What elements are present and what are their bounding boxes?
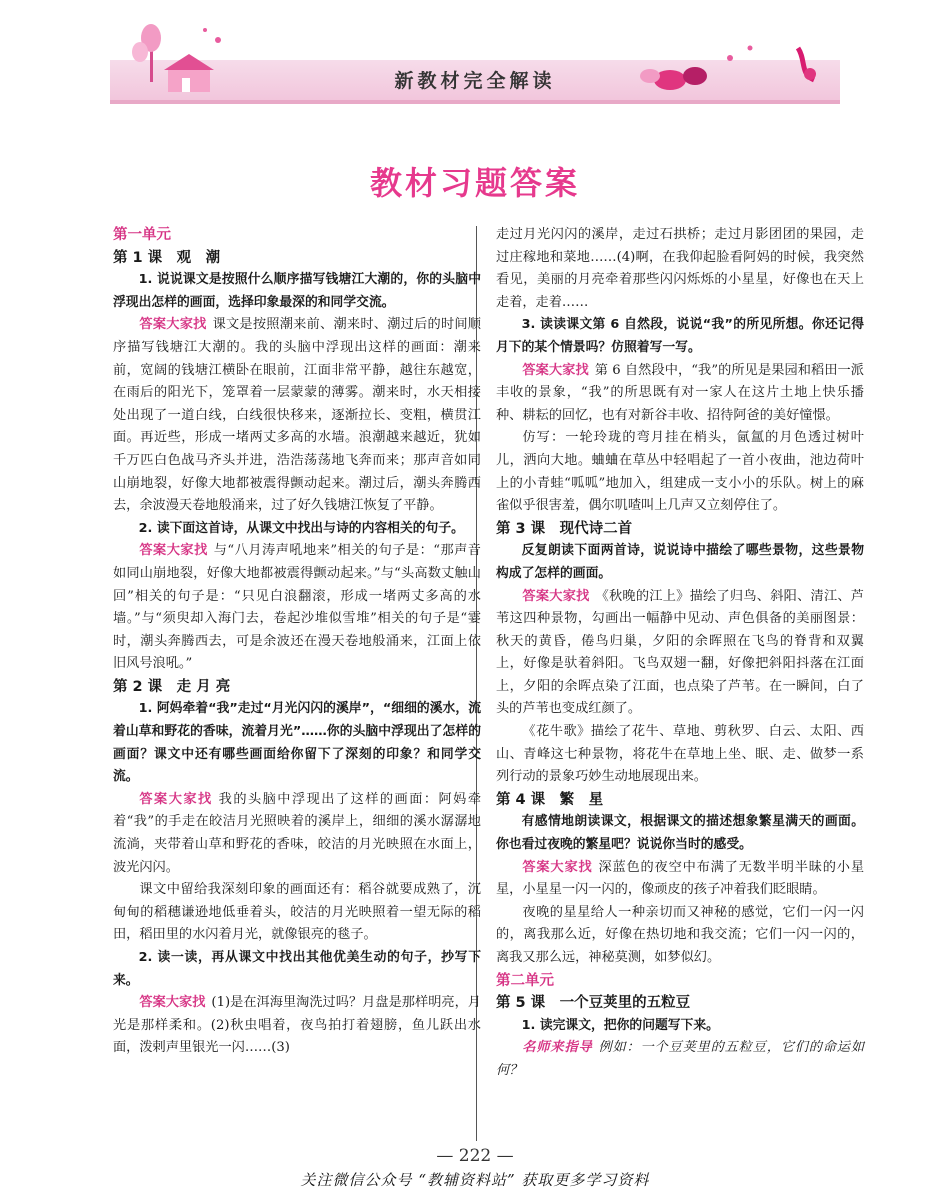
question: 1. 说说课文是按照什么顺序描写钱塘江大潮的，你的头脑中浮现出怎样的画面，选择印象最深的和同学交流。 (113, 272, 481, 310)
answer-label: 答案大家找 (139, 995, 206, 1011)
lesson-heading: 第 5 课 一个豆荚里的五粒豆 (496, 995, 691, 1012)
answer-text: 我的头脑中浮现出了这样的画面：阿妈牵着“我”的手走在皎洁月光照映着的溪岸上，细细的溪水潺潺地流淌，夹带着山草和野花的香味，皎洁的月光映照在水面上，波光闪闪。 (113, 791, 482, 875)
footer-note: 关注微信公众号 “教辅资料站” 获取更多学习资料 (300, 1171, 650, 1189)
unit-heading: 第二单元 (496, 972, 554, 989)
answer-text: 深蓝色的夜空中布满了无数半明半昧的小星星，小星星一闪一闪的，像顽皮的孩子冲着我们眨眼睛。 (496, 859, 865, 898)
right-column (496, 224, 864, 1083)
answer-continued: 走过月光闪闪的溪岸，走过石拱桥；走过月影团团的果园，走过庄稼地和菜地……(4)啊，在我仰起脸看阿妈的时候，我突然看见，美丽的月亮牵着那些闪闪烁烁的小星星，好像也在天上走着，走着…… (496, 227, 864, 310)
answer (113, 992, 481, 1060)
answer-label: 名师来指导 (522, 1040, 593, 1056)
answer-label: 答案大家找 (139, 543, 208, 559)
answer-text: 课文是按照潮来前、潮来时、潮过后的时间顺序描写钱塘江大潮的。我的头脑中浮现出这样的画面：潮来前，宽阔的钱塘江横卧在眼前，江面非常平静，越往东越宽，在雨后的阳光下，笼罩着一层蒙蒙的薄雾。潮来时，水天相接处出现了一道白线，白线很快移来，逐渐拉长、变粗，横贯江面。再近些，形成一堵两丈多高的水墙。浪潮越来越近，犹如千万匹白色战马齐头并进，浩浩荡荡地飞奔而来；那声音如同山崩地裂，好像大地都被震得颤动起来。潮过后，潮头奔腾西去，余波漫天卷地般涌来，过了好久钱塘江恢复了平静。 (113, 317, 481, 514)
lesson-heading: 第 1 课 观 潮 (113, 249, 221, 266)
answer (496, 1037, 864, 1082)
question: 1. 阿妈牵着“我”走过“月光闪闪的溪岸”，“细细的溪水，流着山草和野花的香味，流着月光”……你的头脑中浮现出了怎样的画面？课文中还有哪些画面给你留下了深刻的印象？和同学交流。 (113, 701, 481, 785)
answer-text: 《秋晚的江上》描绘了归鸟、斜阳、清江、芦苇这四种景物，勾画出一幅静中见动、声色俱备的美丽图景：秋天的黄昏，倦鸟归巢，夕阳的余晖照在飞鸟的脊背和双翼上，好像是驮着斜阳。飞鸟双翅一翻，好像把斜阳抖落在江面上，夕阳的余晖点染了江面，也点染了芦苇。在一瞬间，白了头的芦苇也变成红颜了。 (496, 588, 864, 717)
answer-label: 答案大家找 (522, 362, 589, 378)
answer-text: (1)是在洱海里淘洗过吗？月盘是那样明亮，月光是那样柔和。(2)秋虫唱着，夜鸟拍打着翅膀，鱼儿跃出水面，泼剌声里银光一闪……(3) (113, 995, 481, 1056)
answer-label: 答案大家找 (139, 791, 213, 807)
unit-heading: 第一单元 (113, 227, 171, 243)
answer-paragraph: 夜晚的星星给人一种亲切而又神秘的感觉，它们一闪一闪的，离我那么近，好像在热切地和我交流；它们一闪一闪的，离我又那么远，神秘莫测，如梦似幻。 (496, 904, 864, 965)
answer (113, 314, 481, 517)
answer-label: 答案大家找 (139, 317, 207, 333)
answer (496, 857, 864, 902)
question: 有感情地朗读课文，根据课文的描述想象繁星满天的画面。你也看过夜晚的繁星吧？说说你当时的感受。 (496, 814, 864, 853)
answer-label: 答案大家找 (522, 588, 590, 604)
answer (113, 540, 481, 676)
answer (496, 360, 864, 428)
question: 2. 读下面这首诗，从课文中找出与诗的内容相关的句子。 (138, 520, 464, 536)
question: 1. 读完课文，把你的问题写下来。 (521, 1017, 719, 1033)
page-title: 教材习题答案 (369, 164, 580, 202)
lesson-heading: 第 3 课 现代诗二首 (496, 520, 633, 537)
question: 2. 读一读，再从课文中找出其他优美生动的句子，抄写下来。 (113, 950, 481, 988)
question: 3. 读读课文第 6 自然段，说说“我”的所见所想。你还记得月下的某个情景吗？仿照着写一写。 (496, 317, 864, 355)
header-title: 新教材完全解读 (394, 70, 556, 92)
answer-text: 例如：一个豆荚里的五粒豆，它们的命运如何？ (496, 1040, 865, 1078)
page-number: — 222 — (436, 1146, 514, 1166)
answer-text: 第 6 自然段中，“我”的所见是果园和稻田一派丰收的景象，“我”的所思既有对一家人在这片土地上快乐播种、耕耘的回忆，也有对新谷丰收、招待阿爸的美好憧憬。 (496, 362, 864, 423)
lesson-heading: 第 4 课 繁 星 (496, 791, 604, 808)
answer (113, 789, 481, 879)
answer-paragraph: 仿写：一轮玲珑的弯月挂在梢头，氤氲的月色透过树叶儿，洒向大地。蛐蛐在草丛中轻唱起了一首小夜曲，池边荷叶上的小青蛙“呱呱”地加入，组建成一支小小的乐队。树上的麻雀似乎很害羞，偶尔叽喳叫上几声又立刻停住了。 (496, 430, 864, 514)
answer-text: 与“八月涛声吼地来”相关的句子是：“那声音如同山崩地裂，好像大地都被震得颤动起来。”与“头高数丈触山回”相关的句子是：“只见白浪翻滚，形成一堵两丈多高的水墙。”与“须臾却入海门去，卷起沙堆似雪堆”相关的句子是“霎时，潮头奔腾西去，可是余波还在漫天卷地般涌来，江面上依旧风号浪吼。” (113, 543, 481, 672)
answer-paragraph: 课文中留给我深刻印象的画面还有：稻谷就要成熟了，沉甸甸的稻穗谦逊地低垂着头，皎洁的月光映照着一望无际的稻田，稻田里的水闪着月光，就像银亮的毯子。 (113, 882, 481, 943)
lesson-heading: 第 2 课 走 月 亮 (113, 678, 231, 695)
answer (496, 586, 864, 722)
answer-paragraph: 《花牛歌》描绘了花牛、草地、剪秋罗、白云、太阳、西山、青峰这七种景物，将花牛在草地上坐、眠、走、做梦一系列行动的景象巧妙生动地展现出来。 (496, 724, 864, 785)
header-banner (110, 18, 840, 104)
question: 反复朗读下面两首诗，说说诗中描绘了哪些景物，这些景物构成了怎样的画面。 (496, 543, 864, 581)
answer-label: 答案大家找 (522, 859, 593, 875)
left-column (113, 224, 481, 1060)
